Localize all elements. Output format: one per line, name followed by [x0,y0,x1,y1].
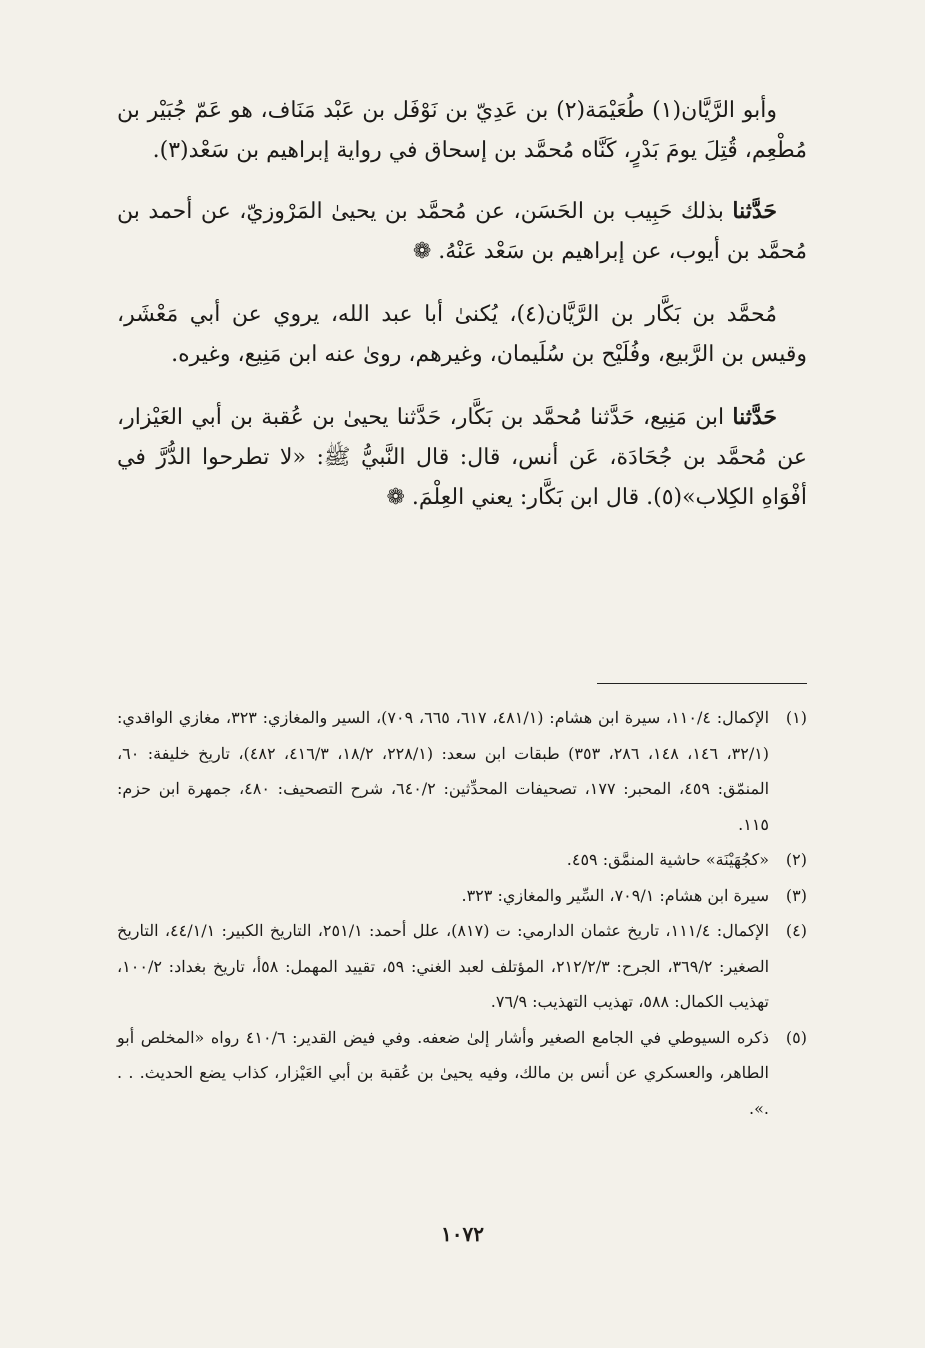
footnote-2 [117,842,807,878]
footnote-3 [117,878,807,914]
footnote-number: (١) [785,708,807,727]
paragraph-2 [117,191,807,272]
footnote-text: الإكمال: ١١١/٤، تاريخ عثمان الدارمي: ت (٨١٧)، علل أحمد: ٢٥١/١، التاريخ الكبير: ٤٤/١/١، التاريخ الصغير: ٣٦٩/٢، الجرح: ٢١٢/٢/٣، المؤتلف لعبد الغني: ٥٩، تقييد المهمل: ٥٨أ، تاريخ بغداد: ١٠٠/٢، تهذيب الكمال: ٥٨٨، تهذيب التهذيب: ٧٦/٩. [117,921,770,1011]
paragraph-3 [117,294,807,375]
paragraph-lead: حَدَّثنا [732,198,777,224]
footnote-text: سيرة ابن هشام: ٧٠٩/١، السِّير والمغازي: ٣٢٣. [461,885,769,905]
paragraph-4 [117,397,807,518]
footnote-number: (٥) [785,1027,807,1047]
footnotes [117,700,807,1126]
paragraph-1 [117,90,807,171]
footnote-4 [117,913,807,1020]
footnote-text: «كجُهَيْنَة» حاشية المنمَّق: ٤٥٩. [566,850,769,869]
footnote-5 [117,1020,807,1127]
footnote-1 [117,700,807,842]
paragraph-lead: حَدَّثنا [732,404,777,430]
page-number: ١٠٧٢ [441,1222,484,1246]
footnote-text: ذكره السيوطي في الجامع الصغير وأشار إلىٰ ضعفه. وفي فيض القدير: ٤١٠/٦ رواه «المخلص أبو الطاهر، والعسكري عن أنس بن مالك، وفيه يحيىٰ بن عُقبة بن أبي العَيْزار، كذاب يضع الحديث. . . .». [117,1027,769,1118]
footnote-divider [597,683,807,684]
paragraph-body: وأبو الرَّيَّان(١) طُعَيْمَة(٢) بن عَدِيّ بن نَوْفَل بن عَبْد مَنَاف، هو عَمّ جُبَيْر بن مُطْعِم، قُتِلَ يومَ بَدْرٍ، كَنَّاه مُحمَّد بن إسحاق في رواية إبراهيم بن سَعْد(٣). [117,98,807,163]
footnote-number: (٤) [785,921,807,940]
paragraph-body: مُحمَّد بن بَكَّار بن الرَّيَّان(٤)، يُكنىٰ أبا عبد الله، يروي عن أبي مَعْشَر، وقيس بن الرَّبيع، وفُلَيْح بن سُلَيمان، وغيرهم، روىٰ عنه ابن مَنِيع، وغيره. [117,302,807,367]
footnote-number: (٣) [785,885,807,905]
footnote-number: (٢) [785,850,807,869]
main-text [117,90,807,540]
paragraph-body: ابن مَنِيع، حَدَّثنا مُحمَّد بن بَكَّار، حَدَّثنا يحيىٰ بن عُقبة بن أبي العَيْزار، عن مُحمَّد بن جُحَادَة، عَن أنس، قال: قال النَّبيُّ ﷺ: «لا تطرحوا الدُّرَّ في أفْوَاهِ الكِلاب»(٥). قال ابن بَكَّار: يعني العِلْمَ. ❁ [117,405,807,510]
paragraph-body: بذلك حَبِيب بن الحَسَن، عن مُحمَّد بن يحيىٰ المَرْوزيّ، عن أحمد بن مُحمَّد بن أيوب، عن إبراهيم بن سَعْد عَنْهُ. ❁ [117,199,807,264]
footnote-text: الإكمال: ١١٠/٤، سيرة ابن هشام: (٤٨١/١، ٦١٧، ٦٦٥، ٧٠٩)، السير والمغازي: ٣٢٣، مغازي الواقدي: (٣٢/١، ١٤٦، ١٤٨، ٢٨٦، ٣٥٣) طبقات ابن سعد: (٢٢٨/١، ١٨/٢، ٤١٦/٣، ٤٨٢)، تاريخ خليفة: ٦٠، المنمّق: ٤٥٩، المحبر: ١٧٧، تصحيفات المحدِّثين: ٦٤٠/٢، شرح التصحيف: ٤٨٠، جمهرة ابن حزم: ١١٥. [117,708,770,834]
